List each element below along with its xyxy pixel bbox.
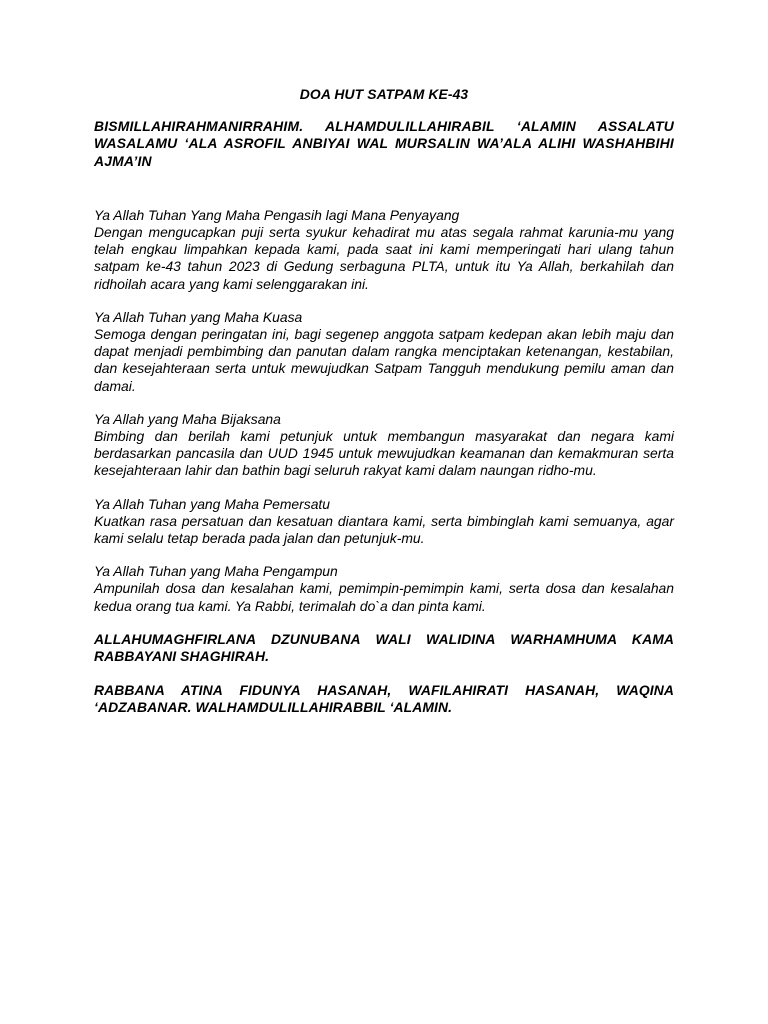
prayer-section xyxy=(94,207,674,293)
section-body: Kuatkan rasa persatuan dan kesatuan diantara kami, serta bimbinglah kami semuanya, agar kami selalu tetap berada pada jalan dan petunjuk-mu. xyxy=(94,512,674,547)
section-heading: Ya Allah Tuhan yang Maha Pemersatu xyxy=(94,495,331,512)
prayer-section xyxy=(94,496,674,548)
section-body: Ampunilah dosa dan kesalahan kami, pemimpin-pemimpin kami, serta dosa dan kesalahan kedua orang tua kami. Ya Rabbi, terimalah do`a dan pinta kami. xyxy=(94,580,674,614)
section-heading: Ya Allah Tuhan Yang Maha Pengasih lagi Mana Penyayang xyxy=(94,206,460,223)
closing-paragraph: RABBANA ATINA FIDUNYA HASANAH, WAFILAHIRATI HASANAH, WAQINA ‘ADZABANAR. WALHAMDULILLAHIRABBIL ‘ALAMIN. xyxy=(94,682,674,716)
document-title: DOA HUT SATPAM KE-43 xyxy=(299,86,469,102)
prayer-section xyxy=(94,563,674,615)
section-heading: Ya Allah yang Maha Bijaksana xyxy=(94,410,281,427)
section-body: Semoga dengan peringatan ini, bagi segenep anggota satpam kedepan akan lebih maju dan dapat menjadi pembimbing dan panutan dalam rangka menciptakan ketenangan, kestabilan, dan kesejahteraan serta untuk mewujudkan Satpam Tangguh mendukung pemilu aman dan damai. xyxy=(94,326,674,394)
opening-paragraph: BISMILLAHIRAHMANIRRAHIM. ALHAMDULILLAHIRABIL ‘ALAMIN ASSALATU WASALAMU ‘ALA ASROFIL ANBIYAI WAL MURSALIN WA’ALA ALIHI WASHAHBIHI AJMA’IN xyxy=(94,118,674,169)
section-body: Bimbing dan berilah kami petunjuk untuk membangun masyarakat dan negara kami berdasarkan pancasila dan UUD 1945 untuk mewujudkan keamanan dan kemakmuran serta kesejahteraan lahir dan bathin bagi seluruh rakyat kami dalam naungan ridho-mu. xyxy=(94,428,674,479)
section-heading: Ya Allah Tuhan yang Maha Pengampun xyxy=(94,563,338,580)
prayer-section xyxy=(94,309,674,395)
closing-paragraph: ALLAHUMAGHFIRLANA DZUNUBANA WALI WALIDINA WARHAMHUMA KAMA RABBAYANI SHAGHIRAH. xyxy=(94,630,674,665)
section-heading: Ya Allah Tuhan yang Maha Kuasa xyxy=(94,308,303,325)
document-content xyxy=(94,86,674,734)
section-body: Dengan mengucapkan puji serta syukur kehadirat mu atas segala rahmat karunia-mu yang telah engkau limpahkan kepada kami, pada saat ini kami memperingati hari ulang tahun satpam ke-43 tahun 2023 di Gedung serbaguna PLTA, untuk itu Ya Allah, berkahilah dan ridhoilah acara yang kami selenggarakan ini. xyxy=(94,224,674,292)
prayer-section xyxy=(94,411,674,480)
